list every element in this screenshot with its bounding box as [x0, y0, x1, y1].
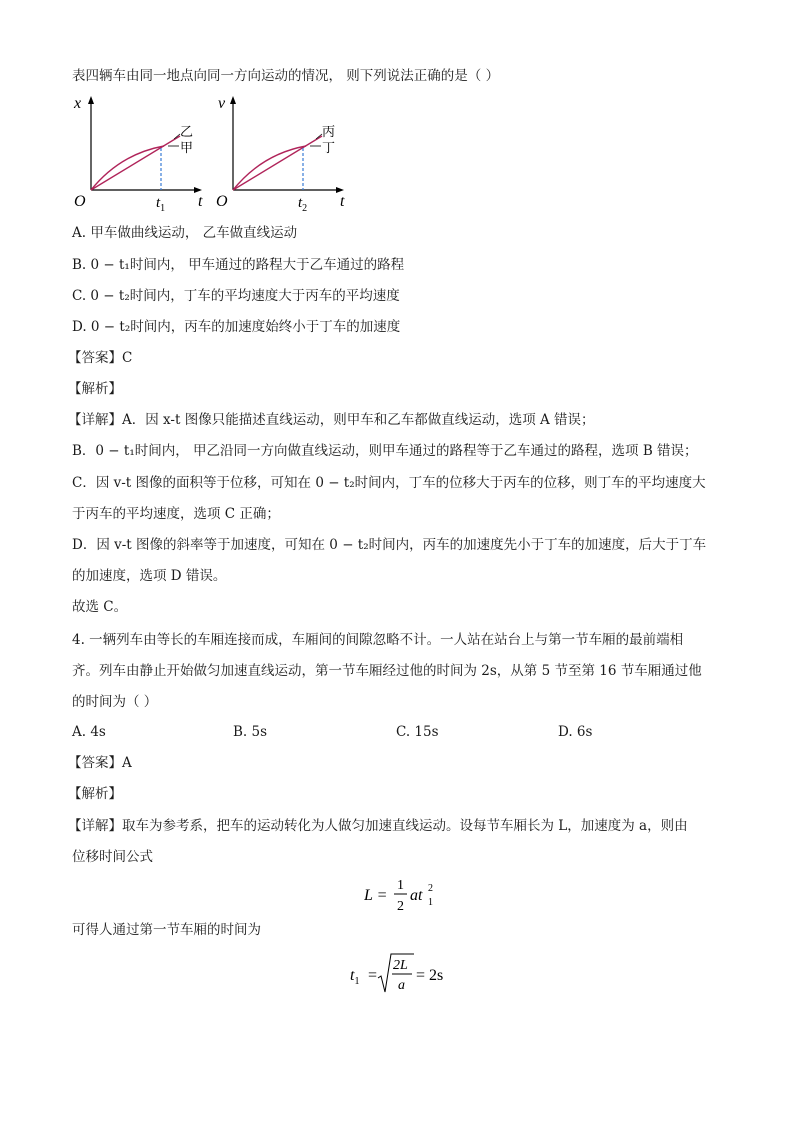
- q4-line-2: 齐。列车由静止开始做匀加速直线运动，第一节车厢经过他的时间为 2s，从第 5 节至第 16 节车厢通过他: [72, 663, 702, 679]
- analysis-q3: 【解析】: [68, 381, 122, 397]
- explain-q4-line-2: 位移时间公式: [72, 849, 153, 865]
- formula2-rhs: = 2s: [416, 967, 444, 984]
- xt-x-label: t: [198, 193, 203, 210]
- question-intro: 表四辆车由同一地点向同一方向运动的情况， 则下列说法正确的是（ ）: [72, 68, 500, 84]
- answer-q3: [68, 348, 132, 368]
- explain-q3-conclusion: 故选 C。: [72, 599, 128, 615]
- line-bing: [233, 136, 322, 190]
- xt-origin: O: [74, 193, 86, 210]
- option-b-q4: B. 5s: [233, 724, 268, 740]
- answer-value: C: [122, 350, 133, 366]
- formula2-lhs: $t_1$: [350, 967, 360, 987]
- formula1-sup: 2: [428, 883, 433, 894]
- q4-line-3: 的时间为（ ）: [72, 694, 158, 710]
- answer-label-q4: 【答案】: [68, 755, 122, 771]
- xt-graph: [70, 94, 220, 216]
- formula2-eq: =: [368, 967, 378, 984]
- answer-value-q4: A: [122, 755, 132, 771]
- formula2-num: 2L: [393, 958, 408, 973]
- explain-q3-line-1: 【详解】A．因 x-t 图像只能描述直线运动，则甲车和乙车都做直线运动，选项 A 错误；: [68, 412, 595, 428]
- explain-q4-line-3: 可得人通过第一节车厢的时间为: [72, 922, 261, 938]
- explain-q3-line-4: 于丙车的平均速度，选项 C 正确；: [72, 506, 280, 522]
- vt-origin: O: [216, 193, 228, 210]
- vt-y-label: v: [218, 95, 226, 112]
- explain-q3-line-2: B．0 − t₁时间内， 甲乙沿同一方向做直线运动，则甲车通过的路程等于乙车通过的路程，选项 B 错误；: [72, 443, 698, 459]
- vt-graph: [212, 94, 362, 216]
- vt-y-arrow: [230, 96, 236, 104]
- label-bing: 丙: [322, 125, 336, 140]
- q4-line-1: 4. 一辆列车由等长的车厢连接而成，车厢间的间隙忽略不计。一人站在站台上与第一节车厢的最前端相: [72, 632, 684, 648]
- label-ding: 丁: [322, 141, 336, 156]
- option-d-q3: D. 0 − t₂时间内，丙车的加速度始终小于丁车的加速度: [72, 319, 401, 335]
- formula1-den: 2: [397, 899, 404, 914]
- analysis-q4: 【解析】: [68, 786, 122, 802]
- xt-tick-t1: $t_1$: [156, 195, 166, 214]
- explain-q3-line-6: 的加速度，选项 D 错误。: [72, 568, 227, 584]
- explain-q4-line-1: 【详解】取车为参考系，把车的运动转化为人做匀加速直线运动。设每节车厢长为 L，加速度为 a，则由: [68, 818, 688, 834]
- option-a-q3: A. 甲车做曲线运动， 乙车做直线运动: [72, 225, 298, 241]
- formula-time: [350, 948, 460, 1002]
- line-yi: [91, 136, 180, 190]
- option-a-q4: A. 4s: [72, 724, 106, 740]
- formula1-num: 1: [397, 878, 404, 893]
- formula1-rhs: at: [410, 887, 423, 904]
- xt-y-label: x: [74, 95, 82, 112]
- formula1-lhs: L =: [364, 887, 388, 904]
- answer-label: 【答案】: [68, 350, 122, 366]
- answer-q4: [68, 753, 132, 773]
- vt-x-label: t: [340, 193, 345, 210]
- explain-q3-line-3: C．因 v-t 图像的面积等于位移，可知在 0 − t₂时间内，丁车的位移大于丙车的位移，则丁车的平均速度大: [72, 475, 706, 491]
- option-c-q4: C. 15s: [396, 724, 439, 740]
- xt-y-arrow: [88, 96, 94, 104]
- option-b-q3: B. 0 − t₁时间内， 甲车通过的路程大于乙车通过的路程: [72, 257, 405, 273]
- option-c-q3: C. 0 − t₂时间内，丁车的平均速度大于丙车的平均速度: [72, 288, 400, 304]
- vt-tick-t2: $t_2$: [298, 195, 308, 214]
- label-yi: 乙: [180, 125, 194, 140]
- formula1-sub: 1: [428, 897, 433, 908]
- option-d-q4: D. 6s: [558, 724, 593, 740]
- label-jia: 甲: [180, 141, 194, 156]
- formula-displacement: [364, 872, 454, 918]
- formula2-den: a: [398, 978, 405, 993]
- explain-q3-line-5: D．因 v-t 图像的斜率等于加速度，可知在 0 − t₂时间内，丙车的加速度先小于丁车的加速度，后大于丁车: [72, 537, 707, 553]
